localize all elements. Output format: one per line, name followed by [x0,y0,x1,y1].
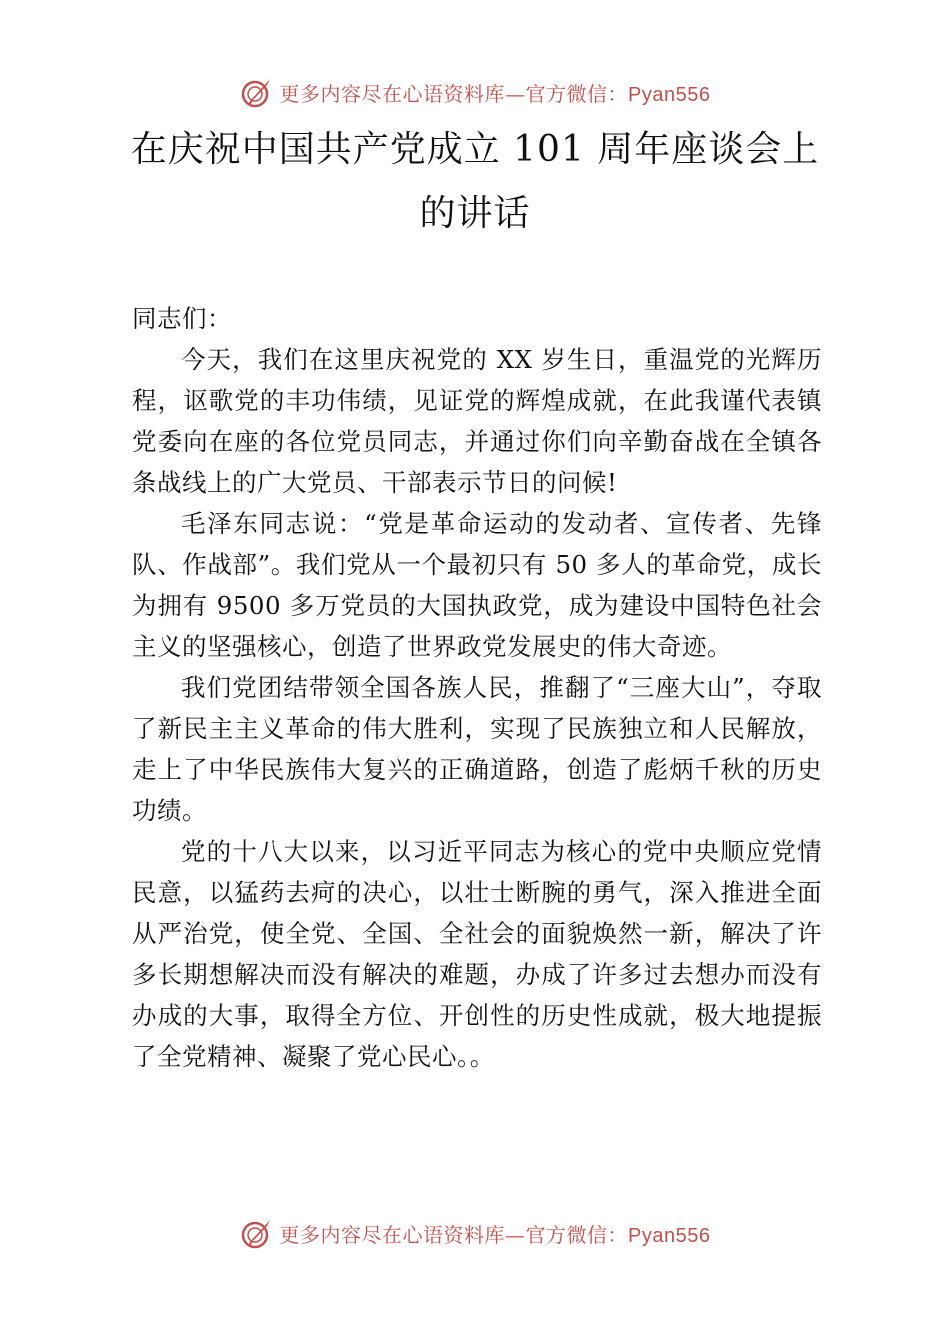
wechat-id: Pyan556 [628,1224,711,1247]
salutation: 同志们： [132,304,232,333]
title-line-1: 在庆祝中国共产党成立 101 周年座谈会上 [130,129,820,170]
wechat-id: Pyan556 [628,83,711,106]
paragraph-1: 今天，我们在这里庆祝党的 XX 岁生日，重温党的光辉历程，讴歌党的丰功伟绩，见证党的辉煌成就，在此我谨代表镇党委向在座的各位党员同志，并通过你们向辛勤奋战在全镇各条战线上的广大党员、干部表示节日的问候! [132,345,822,497]
paragraph-2: 毛泽东同志说：“党是革命运动的发动者、宣传者、先锋队、作战部”。我们党从一个最初只有 50 多人的革命党，成长为拥有 9500 多万党员的大国执政党，成为建设中国特色社会主义的坚强核心，创造了世界政党发展史的伟大奇迹。 [132,509,822,661]
footer-watermark [0,1213,950,1253]
header-watermark [0,72,950,112]
document-title [0,118,950,246]
document-body [132,298,822,1077]
paragraph-4: 党的十八大以来，以习近平同志为核心的党中央顺应党情民意，以猛药去疴的决心，以壮士断腕的勇气，深入推进全面从严治党，使全党、全国、全社会的面貌焕然一新，解决了许多长期想解决而没有解决的难题，办成了许多过去想办而没有办成的大事，取得全方位、开创性的历史性成就，极大地提振了全党精神、凝聚了党心民心。。 [132,837,822,1071]
quill-pen-seal-icon [240,75,274,109]
watermark-text: 更多内容尽在心语资料库—官方微信：Pyan556 [279,1222,711,1247]
paragraph-3: 我们党团结带领全国各族人民，推翻了“三座大山”，夺取了新民主主义革命的伟大胜利，实现了民族独立和人民解放，走上了中华民族伟大复兴的正确道路，创造了彪炳千秋的历史功绩。 [132,673,822,825]
quill-pen-seal-icon [240,1216,274,1250]
title-line-2: 的讲话 [419,193,531,234]
watermark-text: 更多内容尽在心语资料库—官方微信：Pyan556 [279,81,711,106]
